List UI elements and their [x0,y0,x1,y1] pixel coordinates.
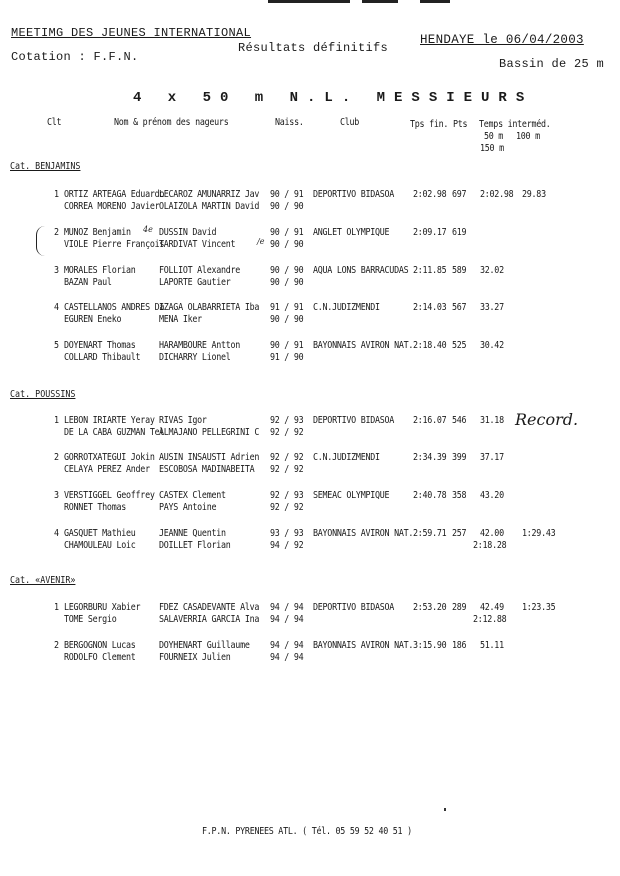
points: 186 [452,640,467,651]
birth-years-3-4: 90 / 90 [270,314,304,325]
birth-years-1-2: 92 / 93 [270,490,304,501]
col-points: Pts [453,119,468,130]
points: 358 [452,490,467,501]
col-split-50: 50 m [484,131,504,142]
birth-years-1-2: 94 / 94 [270,640,304,651]
swimmer-2: LECAROZ AMUNARRIZ Jav [159,189,260,200]
birth-years-3-4: 90 / 90 [270,277,304,288]
swimmer-1: MUNOZ Benjamin [64,227,131,238]
team-rank: 3 [54,265,59,276]
swimmer-3: CELAYA PEREZ Ander [64,464,150,475]
points: 697 [452,189,467,200]
club-name: BAYONNAIS AVIRON NAT. [313,640,414,651]
swimmer-2: HARAMBOURE Antton [159,340,241,351]
team-rank: 5 [54,340,59,351]
col-splits: Temps interméd. [479,119,551,130]
handwritten-superscript-1: 4e [143,225,153,234]
final-time: 3:15.90 [413,640,447,651]
final-time: 2:53.20 [413,602,447,613]
col-club: Club [340,117,360,128]
col-clt: Clt [47,117,62,128]
team-rank: 2 [54,227,59,238]
swimmer-3: RODOLFO Clement [64,652,136,663]
birth-years-1-2: 90 / 91 [270,227,304,238]
swimmer-2: FDEZ CASADEVANTE Alva [159,602,260,613]
swimmer-1: CASTELLANOS ANDRES Da [64,302,165,313]
birth-years-3-4: 92 / 92 [270,502,304,513]
swimmer-2: FOLLIOT Alexandre [159,265,241,276]
swimmer-2: CASTEX Clement [159,490,226,501]
birth-years-3-4: 92 / 92 [270,427,304,438]
scan-speck [444,808,446,811]
team-rank: 2 [54,452,59,463]
club-name: BAYONNAIS AVIRON NAT. [313,528,414,539]
birth-years-3-4: 94 / 94 [270,652,304,663]
final-time: 2:59.71 [413,528,447,539]
swimmer-4: PAYS Antoine [159,502,217,513]
swimmer-3: COLLARD Thibault [64,352,141,363]
points: 589 [452,265,467,276]
swimmer-3: DE LA CABA GUZMAN Tel [64,427,165,438]
handwritten-record-note: Record. [515,410,579,429]
team-rank: 3 [54,490,59,501]
swimmer-2: IZAGA OLABARRIETA Iba [159,302,260,313]
club-name: DEPORTIVO BIDASOA [313,189,395,200]
birth-years-1-2: 92 / 93 [270,415,304,426]
split-50: 30.42 [480,340,504,351]
handwritten-superscript-2: /e [257,237,265,246]
birth-years-1-2: 90 / 90 [270,265,304,276]
split-50: 33.27 [480,302,504,313]
birth-years-3-4: 92 / 92 [270,464,304,475]
swimmer-1: LEBON IRIARTE Yeray [64,415,155,426]
club-name: AQUA LONS BARRACUDAS [313,265,409,276]
club-name: ANGLET OLYMPIQUE [313,227,390,238]
split-50: 37.17 [480,452,504,463]
handwritten-bracket [36,226,45,256]
final-time: 2:40.78 [413,490,447,501]
team-rank: 2 [54,640,59,651]
birth-years-1-2: 94 / 94 [270,602,304,613]
scan-top-edge [0,0,620,4]
swimmer-1: ORTIZ ARTEAGA Eduardo [64,189,165,200]
birth-years-1-2: 93 / 93 [270,528,304,539]
swimmer-4: DOILLET Florian [159,540,231,551]
swimmer-4: MENA Iker [159,314,202,325]
swimmer-2: JEANNE Quentin [159,528,226,539]
swimmer-3: VIOLE Pierre François [64,239,165,250]
bassin-label: Bassin de 25 m [499,57,605,71]
footer-contact: F.P.N. PYRENEES ATL. ( Tél. 05 59 52 40 51 ) [202,826,412,837]
location-date: HENDAYE le 06/04/2003 [420,33,584,47]
swimmer-4: OLAIZOLA MARTIN David [159,201,260,212]
swimmer-2: DOYHENART Guillaume [159,640,250,651]
club-name: C.N.JUDIZMENDI [313,302,380,313]
points: 619 [452,227,467,238]
points: 399 [452,452,467,463]
swimmer-2: DUSSIN David [159,227,217,238]
col-names: Nom & prénom des nageurs [114,117,229,128]
swimmer-4: ALMAJANO PELLEGRINI C [159,427,260,438]
birth-years-3-4: 90 / 90 [270,201,304,212]
swimmer-4: SALAVERRIA GARCIA Ina [159,614,260,625]
split-50: 31.18 [480,415,504,426]
category-label: Cat. POUSSINS [10,389,76,400]
birth-years-3-4: 94 / 92 [270,540,304,551]
split-50: 2:02.98 [480,189,514,200]
swimmer-3: CHAMOULEAU Loic [64,540,136,551]
swimmer-2: RIVAS Igor [159,415,207,426]
birth-years-3-4: 90 / 90 [270,239,304,250]
team-rank: 1 [54,415,59,426]
final-time: 2:02.98 [413,189,447,200]
club-name: DEPORTIVO BIDASOA [313,602,395,613]
club-name: SEMEAC OLYMPIQUE [313,490,390,501]
swimmer-4: DICHARRY Lionel [159,352,231,363]
split-150: 2:18.28 [473,540,507,551]
col-time: Tps fin. [410,119,449,130]
swimmer-4: TARDIVAT Vincent [159,239,236,250]
category-label: Cat. «AVENIR» [10,575,76,586]
points: 546 [452,415,467,426]
final-time: 2:16.07 [413,415,447,426]
swimmer-4: LAPORTE Gautier [159,277,231,288]
final-time: 2:14.03 [413,302,447,313]
results-label: Résultats définitifs [238,41,389,55]
birth-years-1-2: 90 / 91 [270,340,304,351]
split-50: 42.49 [480,602,504,613]
split-50: 51.11 [480,640,504,651]
swimmer-1: DOYENART Thomas [64,340,136,351]
points: 525 [452,340,467,351]
swimmer-3: TOME Sergio [64,614,117,625]
category-label: Cat. BENJAMINS [10,161,81,172]
birth-years-1-2: 91 / 91 [270,302,304,313]
swimmer-2: AUSIN INSAUSTI Adrien [159,452,260,463]
club-name: BAYONNAIS AVIRON NAT. [313,340,414,351]
swimmer-3: EGUREN Eneko [64,314,122,325]
split-50: 32.02 [480,265,504,276]
points: 257 [452,528,467,539]
swimmer-1: GASQUET Mathieu [64,528,136,539]
col-split-150: 150 m [480,143,504,154]
cotation-label: Cotation : F.F.N. [11,50,139,64]
swimmer-4: ESCOBOSA MADINABEITA [159,464,255,475]
swimmer-3: BAZAN Paul [64,277,112,288]
swimmer-1: VERSTIGGEL Geoffrey [64,490,155,501]
swimmer-1: BERGOGNON Lucas [64,640,136,651]
final-time: 2:18.40 [413,340,447,351]
swimmer-3: CORREA MORENO Javier [64,201,160,212]
club-name: DEPORTIVO BIDASOA [313,415,395,426]
meeting-title: MEETIMG DES JEUNES INTERNATIONAL [11,26,252,40]
points: 289 [452,602,467,613]
team-rank: 4 [54,302,59,313]
swimmer-1: MORALES Florian [64,265,136,276]
swimmer-3: RONNET Thomas [64,502,127,513]
birth-years-3-4: 94 / 94 [270,614,304,625]
col-birth: Naiss. [275,117,304,128]
team-rank: 4 [54,528,59,539]
final-time: 2:09.17 [413,227,447,238]
col-split-100: 100 m [516,131,540,142]
team-rank: 1 [54,189,59,200]
birth-years-3-4: 91 / 90 [270,352,304,363]
club-name: C.N.JUDIZMENDI [313,452,380,463]
split-100: 29.83 [522,189,546,200]
points: 567 [452,302,467,313]
split-50: 42.00 [480,528,504,539]
split-150: 2:12.88 [473,614,507,625]
event-title: 4 x 50 m N.L. MESSIEURS [133,90,534,106]
swimmer-1: LEGORBURU Xabier [64,602,141,613]
birth-years-1-2: 90 / 91 [270,189,304,200]
team-rank: 1 [54,602,59,613]
swimmer-1: GORROTXATEGUI Jokin [64,452,155,463]
split-100: 1:23.35 [522,602,556,613]
final-time: 2:34.39 [413,452,447,463]
swimmer-4: FOURNEIX Julien [159,652,231,663]
final-time: 2:11.85 [413,265,447,276]
split-100: 1:29.43 [522,528,556,539]
birth-years-1-2: 92 / 92 [270,452,304,463]
split-50: 43.20 [480,490,504,501]
